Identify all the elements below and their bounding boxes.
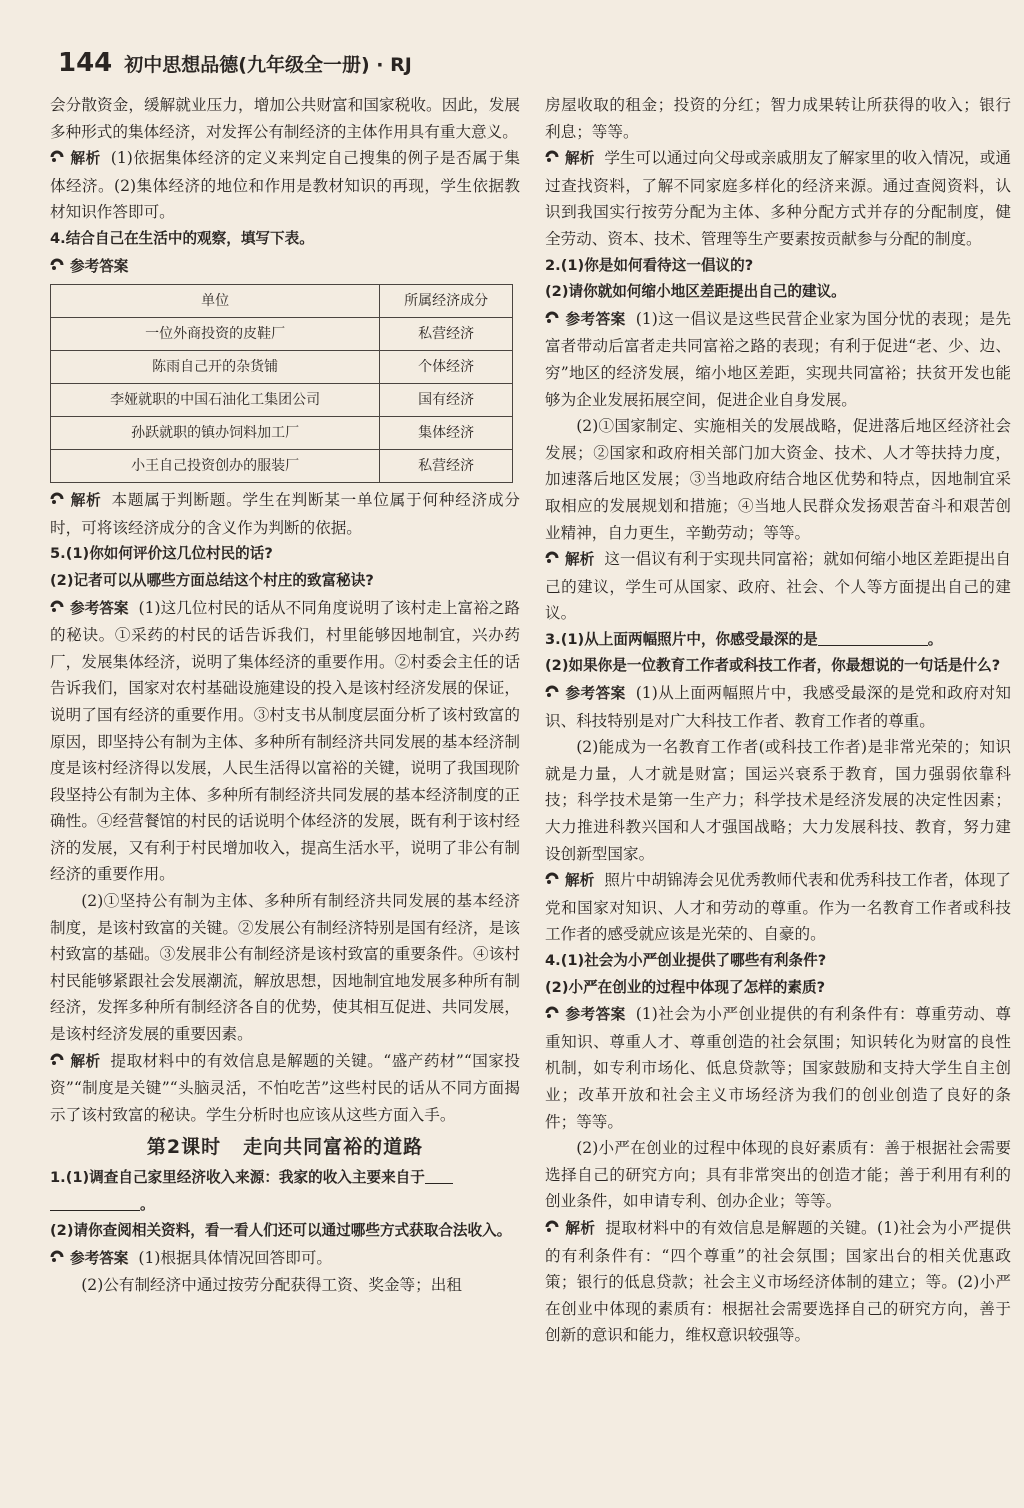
book-title: 初中思想品德(九年级全一册) · RJ xyxy=(124,54,412,76)
answer-block: 参考答案 (1)根据具体情况回答即可。 xyxy=(50,1245,520,1273)
answer-block: 参考答案 (1)这一倡议是这些民营企业家为国分忧的表现；是先富者带动后富者走共同富裕之路的表现；有利于促进“老、少、边、穷”地区的经济发展，缩小地区差距，实现共同富裕；扶贫开发也能够为企业发展拓展空间，促进企业自身发展。 xyxy=(545,309,1011,409)
analysis-tag: 解析 xyxy=(565,551,595,569)
question-5-1: 5.(1)你如何评价这几位村民的话? xyxy=(50,545,273,563)
table-row xyxy=(51,384,513,417)
page-number: 144 xyxy=(58,48,113,78)
answer-paragraph: (2)①国家制定、实施相关的发展战略，促进落后地区经济社会发展；②国家和政府相关部门加大资金、技术、人才等扶持力度，加速落后地区发展；③当地政府结合地区优势和特点，因地制宜采取相应的发展规划和措施；④当地人民群众发扬艰苦奋斗和艰苦创业精神，自力更生，辛勤劳动；等等。 xyxy=(545,417,1011,542)
answer-tag-line xyxy=(50,253,520,281)
question-4-2: (2)小严在创业的过程中体现了怎样的素质? xyxy=(545,978,826,996)
analysis-tag: 解析 xyxy=(565,1219,596,1237)
analysis-tag: 解析 xyxy=(565,150,595,168)
table-header-row xyxy=(51,285,513,318)
question-3-2: (2)如果你是一位教育工作者或科技工作者，你最想说的一句话是什么? xyxy=(545,657,1001,675)
answer-tag: 参考答案 xyxy=(565,685,626,703)
question-5-2: (2)记者可以从哪些方面总结这个村庄的致富秘诀? xyxy=(50,571,374,589)
analysis-tag: 解析 xyxy=(70,492,102,510)
analysis-block: 解析 照片中胡锦涛会见优秀教师代表和优秀科技工作者，体现了党和国家对知识、人才和劳动的尊重。作为一名教育工作者或科技工作者的感受就应该是光荣的、自豪的。 xyxy=(545,871,1011,944)
answer-blank xyxy=(50,1194,140,1211)
table-row xyxy=(51,318,513,351)
answer-icon xyxy=(50,1250,64,1264)
analysis-icon xyxy=(50,150,64,164)
table-cell: 李娅就职的中国石油化工集团公司 xyxy=(51,384,380,417)
question-1-2: (2)请你查阅相关资料，看一看人们还可以通过哪些方式获取合法收入。 xyxy=(50,1222,512,1240)
question-3-1: 3.(1)从上面两幅照片中，你感受最深的是 。 xyxy=(545,630,943,648)
answer-icon xyxy=(50,258,64,272)
question-2-1: 2.(1)你是如何看待这一倡议的? xyxy=(545,256,754,274)
paragraph: 房屋收取的租金；投资的分红；智力成果转让所获得的收入；银行利息；等等。 xyxy=(545,96,1011,141)
answer-icon xyxy=(545,1006,559,1020)
question-4: 4.结合自己在生活中的观察，填写下表。 xyxy=(50,229,314,247)
analysis-tag: 解析 xyxy=(565,872,595,890)
answer-block: 参考答案 (1)社会为小严创业提供的有利条件有：尊重劳动、尊重知识、尊重人才、尊重创造的社会氛围；知识转化为财富的良性机制，如专利市场化、低息贷款等；国家鼓励和支持大学生自主创业；改革开放和社会主义市场经济为我们的创业创造了良好的条件；等等。 xyxy=(545,1005,1011,1131)
answer-tag: 参考答案 xyxy=(565,1006,626,1024)
economy-table xyxy=(50,284,513,483)
analysis-icon xyxy=(545,872,559,886)
table-cell: 集体经济 xyxy=(380,417,513,450)
answer-tag: 参考答案 xyxy=(565,310,626,328)
table-cell: 小王自己投资创办的服装厂 xyxy=(51,450,380,483)
left-column xyxy=(50,92,520,1299)
lesson-title xyxy=(50,1134,520,1161)
paragraph: 会分散资金，缓解就业压力，增加公共财富和国家税收。因此，发展多种形式的集体经济，对发挥公有制经济的主体作用具有重大意义。 xyxy=(50,96,520,141)
analysis-icon xyxy=(545,1220,559,1234)
lesson-name: 走向共同富裕的道路 xyxy=(243,1136,424,1159)
table-cell: 个体经济 xyxy=(380,351,513,384)
answer-paragraph: (2)公有制经济中通过按劳分配获得工资、奖金等；出租 xyxy=(81,1276,462,1295)
question-2-2: (2)请你就如何缩小地区差距提出自己的建议。 xyxy=(545,283,846,301)
analysis-block: 解析 (1)依据集体经济的定义来判定自己搜集的例子是否属于集体经济。(2)集体经济的地位和作用是教材知识的再现，学生依据教材知识作答即可。 xyxy=(50,149,520,222)
table-row xyxy=(51,450,513,483)
analysis-icon xyxy=(545,150,559,164)
table-cell: 一位外商投资的皮鞋厂 xyxy=(51,318,380,351)
right-column xyxy=(545,92,1011,1349)
answer-paragraph: (2)小严在创业的过程中体现的良好素质有：善于根据社会需要选择自己的研究方向；具有非常突出的创造才能；善于利用有利的创业条件，如申请专利、创办企业；等等。 xyxy=(545,1139,1011,1211)
question-1-1: 1.(1)调查自己家里经济收入来源：我家的收入主要来自于 。 xyxy=(50,1165,520,1218)
analysis-block: 解析 本题属于判断题。学生在判断某一单位属于何种经济成分时，可将该经济成分的含义作为判断的依据。 xyxy=(50,491,520,537)
answer-block: 参考答案 (1)这几位村民的话从不同角度说明了该村走上富裕之路的秘诀。①采药的村民的话告诉我们，村里能够因地制宜，兴办药厂，发展集体经济，说明了集体经济的重要作用。②村委会主任的话告诉我们，国家对农村基础设施建设的投入是该村经济发展的保证，说明了国有经济的重要作用。③村支书从制度层面分析了该村致富的原因，即坚持公有制为主体、多种所有制经济共同发展的基本经济制度是该村经济得以发展，人民生活得以富裕的关键，说明了我国现阶段坚持公有制为主体、多种所有制经济共同发展的基本经济制度的正确性。④经营餐馆的村民的话说明个体经济的发展，既有利于该村经济的发展，又有利于村民增加收入，提高生活水平，说明了非公有制经济的重要作用。 xyxy=(50,598,520,884)
analysis-icon xyxy=(50,492,64,506)
table-cell: 陈雨自己开的杂货铺 xyxy=(51,351,380,384)
table-row xyxy=(51,351,513,384)
answer-paragraph: (2)①坚持公有制为主体、多种所有制经济共同发展的基本经济制度，是该村致富的关键。②发展公有制经济特别是国有经济，是该村致富的基础。③发展非公有制经济是该村致富的重要条件。④该村村民能够紧跟社会发展潮流，解放思想，因地制宜地发展多种所有制经济，发挥多种所有制经济各自的优势，使其相互促进、共同发展，是该村经济发展的重要因素。 xyxy=(50,892,520,1044)
analysis-tag: 解析 xyxy=(70,150,101,168)
analysis-block: 解析 这一倡议有利于实现共同富裕；就如何缩小地区差距提出自己的建议，学生可从国家、政府、社会、个人等方面提出自己的建议。 xyxy=(545,550,1011,623)
analysis-icon xyxy=(545,551,559,565)
table-cell: 私营经济 xyxy=(380,318,513,351)
page-header xyxy=(58,48,412,78)
table-row xyxy=(51,417,513,450)
analysis-icon xyxy=(50,1053,64,1067)
answer-tag: 参考答案 xyxy=(70,257,129,275)
answer-tag: 参考答案 xyxy=(70,599,129,617)
answer-block: 参考答案 (1)从上面两幅照片中，我感受最深的是党和政府对知识、科技特别是对广大科技工作者、教育工作者的尊重。 xyxy=(545,684,1011,730)
answer-icon xyxy=(50,600,64,614)
table-header: 所属经济成分 xyxy=(380,285,513,318)
analysis-block: 解析 学生可以通过向父母或亲戚朋友了解家里的收入情况，或通过查找资料，了解不同家庭多样化的经济来源。通过查阅资料，认识到我国实行按劳分配为主体、多种分配方式并存的分配制度，健全劳动、资本、技术、管理等生产要素按贡献参与分配的制度。 xyxy=(545,149,1011,248)
table-cell: 国有经济 xyxy=(380,384,513,417)
table-cell: 孙跃就职的镇办饲料加工厂 xyxy=(51,417,380,450)
answer-tag: 参考答案 xyxy=(70,1249,129,1267)
answer-icon xyxy=(545,311,559,325)
table-header: 单位 xyxy=(51,285,380,318)
question-4-1: 4.(1)社会为小严创业提供了哪些有利条件? xyxy=(545,952,827,969)
answer-paragraph: (2)能成为一名教育工作者(或科技工作者)是非常光荣的；知识就是力量，人才就是财富；国运兴衰系于教育，国力强弱依靠科技；科学技术是第一生产力；科学技术是经济发展的决定性因素；大力推进科教兴国和人才强国战略；大力发展科技、教育，努力建设创新型国家。 xyxy=(545,738,1011,863)
analysis-block: 解析 提取材料中的有效信息是解题的关键。(1)社会为小严提供的有利条件有：“四个尊重”的社会氛围；国家出台的相关优惠政策；银行的低息贷款；社会主义市场经济体制的建立；等。(2)小严在创业中体现的素质有：根据社会需要选择自己的研究方向，善于创新的意识和能力，维权意识较强等。 xyxy=(545,1218,1011,1345)
analysis-block: 解析 提取材料中的有效信息是解题的关键。“盛产药材”“国家投资”“制度是关键”“头脑灵活，不怕吃苦”这些村民的话从不同方面揭示了该村致富的秘诀。学生分析时也应该从这些方面入手。 xyxy=(50,1051,520,1124)
analysis-tag: 解析 xyxy=(70,1052,101,1070)
lesson-number: 第2课时 xyxy=(146,1136,222,1159)
answer-icon xyxy=(545,685,559,699)
table-cell: 私营经济 xyxy=(380,450,513,483)
answer-blank xyxy=(425,1167,453,1184)
answer-blank xyxy=(818,629,928,646)
